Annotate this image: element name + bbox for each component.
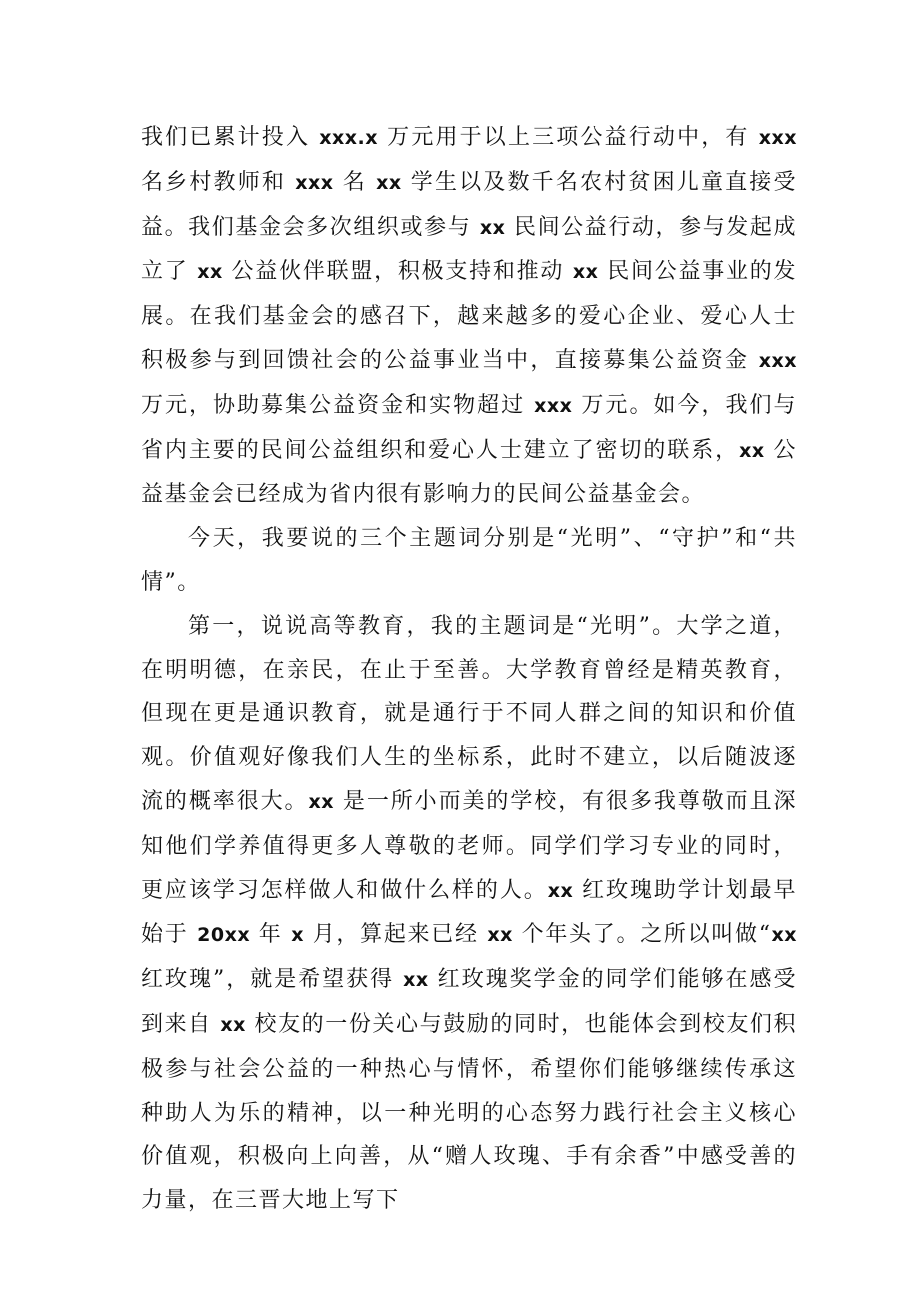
text-segment: 公益基金会已经成为省内很有影响力的民间公益基金会。: [141, 437, 797, 508]
placeholder-text: xx: [479, 216, 506, 239]
paragraph-3: [141, 605, 797, 1223]
text-segment: 民间公益事业的发展。在我们基金会的感召下，越来越多的爱心企业、爱心人士积极参与到回馈社会的公益事业当中，直接募集公益资金: [141, 259, 797, 373]
text-segment: 校友的一份关心与鼓励的同时，也能体会到校友们积极参与社会公益的一种热心与情怀，希望你们能够继续传承这种助人为乐的精神，以一种光明的心态努力践行社会主义核心价值观，积极向上向善，从“赠人玫瑰、手有余香”中感受善的力量，在三晋大地上写下: [141, 1011, 798, 1214]
text-segment: 是一所小而美的学校，有很多我尊敬而且深知他们学养值得更多人尊敬的老师。同学们学习专业的同时，更应该学习怎样做人和做什么样的人。: [141, 788, 797, 903]
text-segment: 个年头了。之所以叫做“: [512, 922, 772, 948]
text-segment: 名: [333, 169, 377, 195]
text-segment: 年: [250, 922, 292, 948]
text-segment: 民间公益行动，参与发起成立了: [141, 214, 797, 285]
text-segment: 我们已累计投入: [141, 125, 320, 150]
placeholder-text: xx: [739, 439, 765, 462]
placeholder-text: xx: [547, 879, 574, 902]
placeholder-text: xx: [220, 1013, 246, 1036]
text-segment: 万元。如今，我们与省内主要的民间公益组织和爱心人士建立了密切的联系，: [141, 392, 797, 463]
placeholder-text: xxx: [758, 127, 797, 149]
text-segment: 红玫瑰”，就是希望获得: [141, 967, 404, 993]
text-segment: 红玫瑰助学计划最早始于: [141, 877, 797, 948]
text-segment: 红玫瑰奖学金的同学们能够在感受到来自: [141, 967, 797, 1037]
text-segment: 第一，说说高等教育，我的主题词是“光明”。大学之道，在明明德，在亲民，在止于至善。大学教育曾经是精英教育，但现在更是通识教育，就是通行于不同人群之间的知识和价值观。价值观好像我们人生的坐标系，此时不建立，以后随波逐流的概率很大。: [141, 613, 797, 814]
text-segment: 名乡村教师和: [141, 169, 296, 195]
text-segment: 万元，协助募集公益资金和实物超过: [141, 392, 535, 418]
placeholder-text: xx: [771, 924, 797, 947]
placeholder-text: x: [291, 924, 304, 947]
text-segment: 学生以及数千名农村贫困儿童直接受益。我们基金会多次组织或参与: [141, 169, 797, 240]
paragraph-2: [141, 517, 797, 605]
placeholder-text: xxx: [295, 171, 334, 194]
placeholder-text: xxx.x: [319, 127, 379, 149]
text-segment: 月，算起来已经: [303, 922, 488, 948]
placeholder-text: xx: [197, 261, 223, 284]
placeholder-text: xxx: [758, 349, 797, 372]
placeholder-text: 20xx: [197, 924, 251, 947]
text-segment: 万元用于以上三项公益行动中，有: [378, 125, 759, 150]
placeholder-text: xx: [376, 171, 402, 194]
text-segment: 公益伙伴联盟，积极支持和推动: [222, 259, 573, 285]
placeholder-text: xx: [487, 924, 513, 947]
placeholder-text: xx: [572, 261, 599, 284]
paragraph-1: [141, 116, 797, 517]
text-segment: 今天，我要说的三个主题词分别是“光明”、“守护”和“共情”。: [141, 526, 797, 595]
placeholder-text: xxx: [534, 394, 573, 417]
placeholder-text: xx: [403, 969, 429, 992]
document-body: [141, 116, 797, 1223]
placeholder-text: xx: [308, 790, 334, 813]
